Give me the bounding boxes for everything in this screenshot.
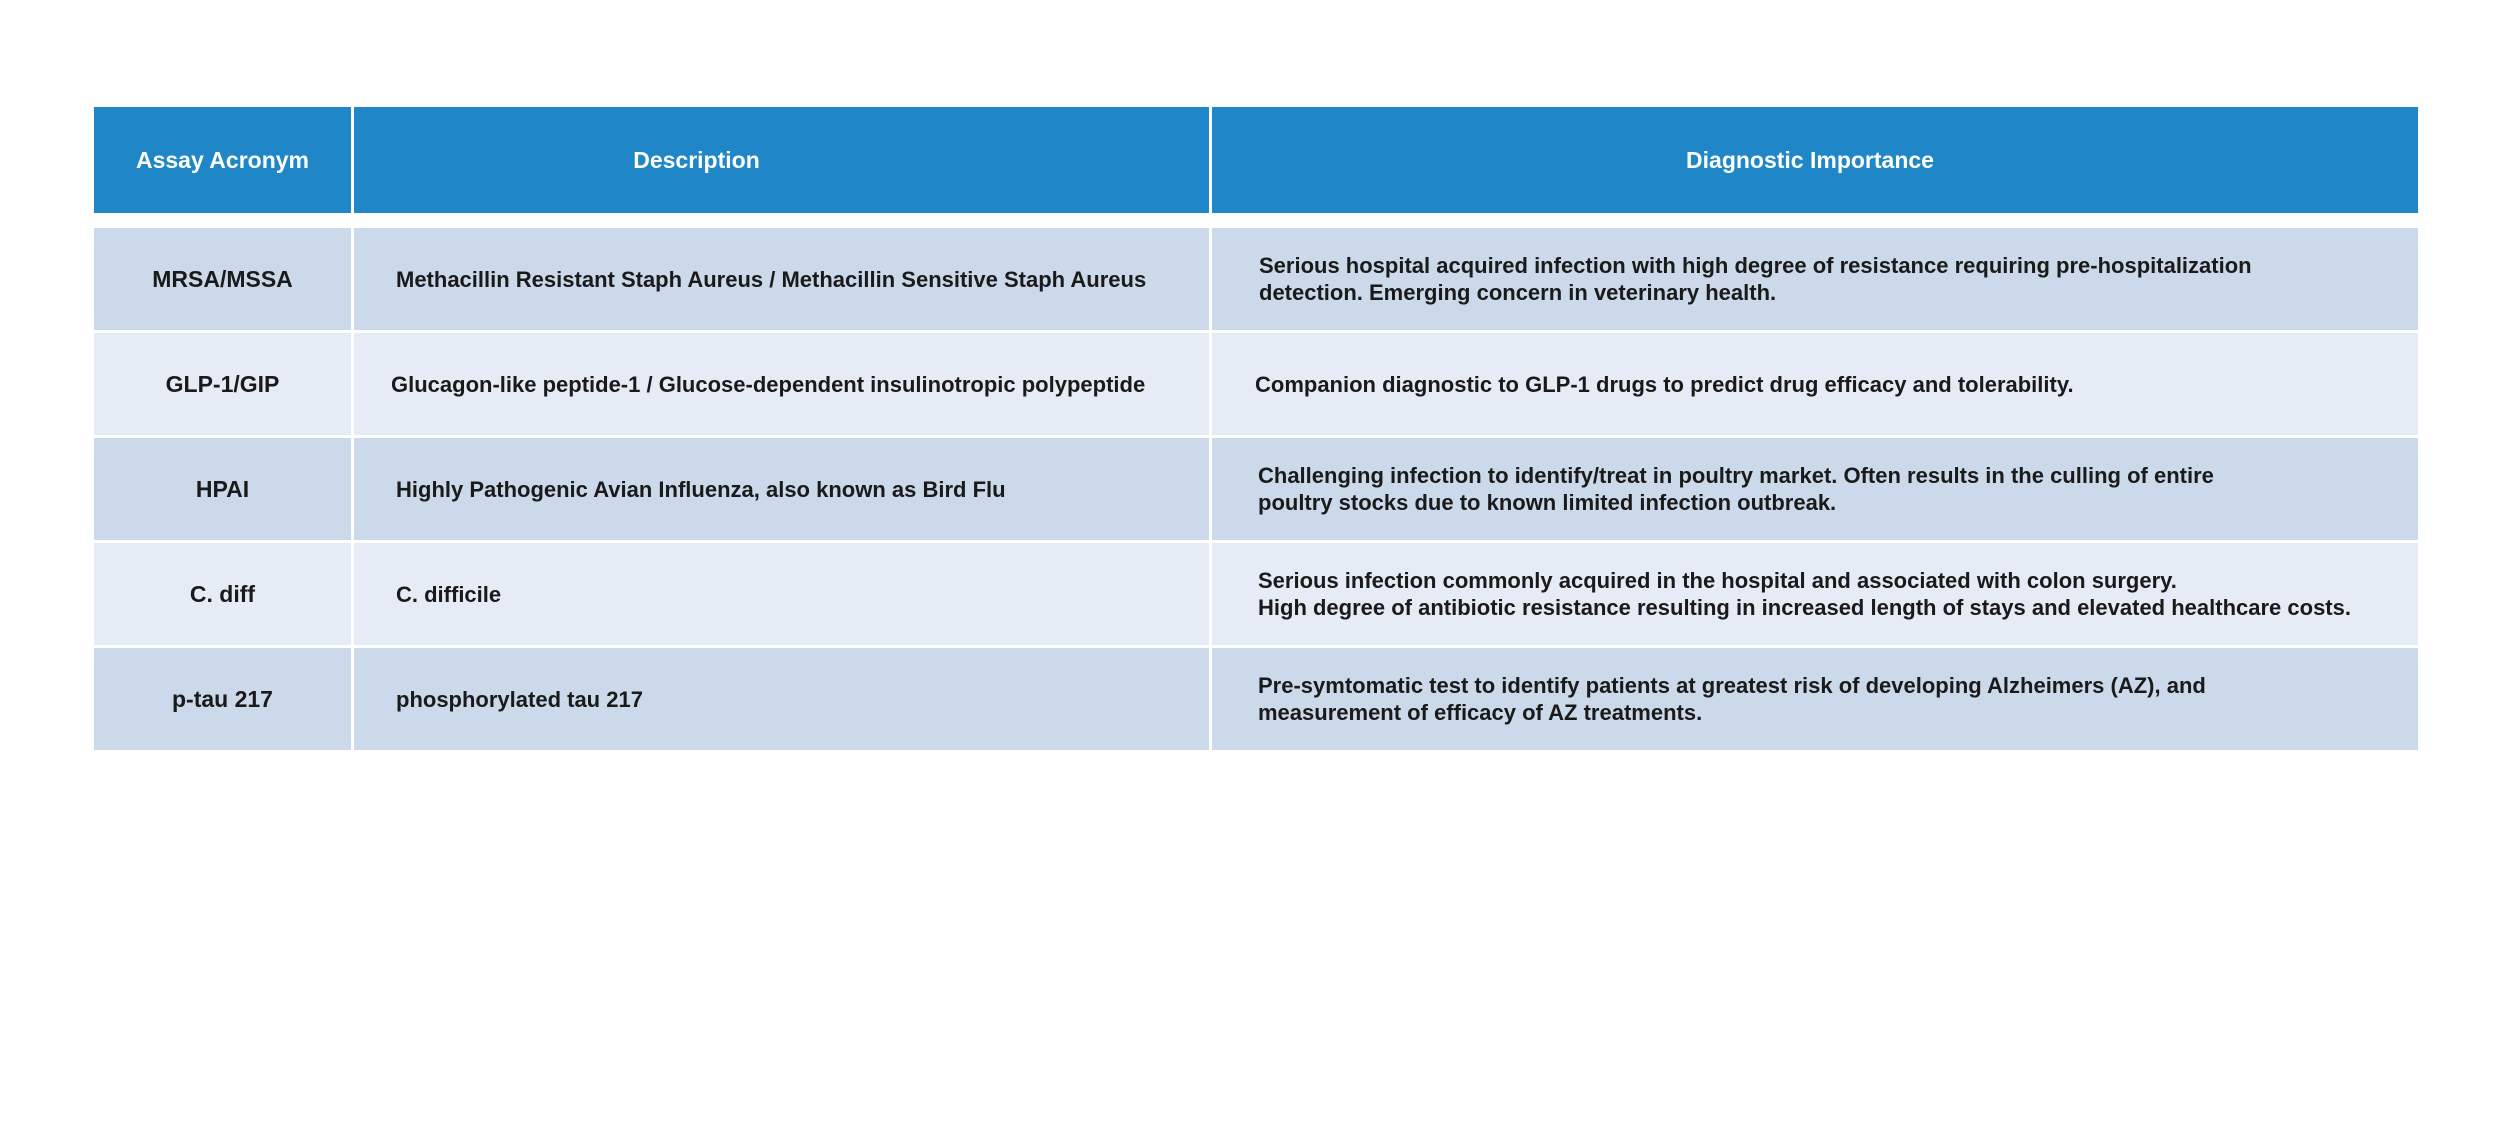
description-text: C. difficile bbox=[396, 581, 502, 607]
importance-line: Serious infection commonly acquired in the hospital and associated with colon surgery. bbox=[1258, 568, 2177, 593]
table-header-row bbox=[94, 107, 2418, 213]
assay-acronym-cell bbox=[94, 438, 351, 540]
importance-line: measurement of efficacy of AZ treatments. bbox=[1258, 700, 1703, 725]
assay-table bbox=[94, 107, 2418, 753]
assay-acronym: p-tau 217 bbox=[172, 685, 273, 712]
table-row bbox=[94, 543, 2418, 645]
importance-cell bbox=[1212, 438, 2418, 540]
assay-acronym: GLP-1/GIP bbox=[165, 370, 280, 397]
description-text: Highly Pathogenic Avian Influenza, also known as Bird Flu bbox=[396, 476, 1006, 502]
table-row bbox=[94, 228, 2418, 330]
description-text: Glucagon-like peptide-1 / Glucose-dependent insulinotropic polypeptide bbox=[391, 371, 1146, 397]
assay-acronym-cell bbox=[94, 543, 351, 645]
description-text: phosphorylated tau 217 bbox=[396, 686, 643, 712]
description-cell bbox=[354, 543, 1209, 645]
importance-cell bbox=[1212, 228, 2418, 330]
importance-line: poultry stocks due to known limited infection outbreak. bbox=[1258, 490, 1837, 515]
table-row bbox=[94, 648, 2418, 750]
description-cell bbox=[354, 438, 1209, 540]
importance-line: Challenging infection to identify/treat in poultry market. Often results in the culling of entire bbox=[1258, 463, 2214, 488]
importance-cell bbox=[1212, 543, 2418, 645]
header-diagnostic-importance: Diagnostic Importance bbox=[1212, 107, 2418, 213]
description-cell bbox=[354, 333, 1209, 435]
description-text: Methacillin Resistant Staph Aureus / Methacillin Sensitive Staph Aureus bbox=[396, 266, 1147, 292]
table-row bbox=[94, 333, 2418, 435]
assay-acronym: MRSA/MSSA bbox=[152, 265, 293, 292]
assay-acronym-cell bbox=[94, 228, 351, 330]
table-row bbox=[94, 438, 2418, 540]
assay-acronym-cell bbox=[94, 333, 351, 435]
importance-line: Serious hospital acquired infection with high degree of resistance requiring pre-hospitalization bbox=[1259, 253, 2252, 278]
importance-line: Pre-symtomatic test to identify patients at greatest risk of developing Alzheimers (AZ), and bbox=[1258, 673, 2206, 698]
importance-cell bbox=[1212, 648, 2418, 750]
importance-cell bbox=[1212, 333, 2418, 435]
assay-acronym-cell bbox=[94, 648, 351, 750]
assay-acronym: C. diff bbox=[189, 580, 256, 607]
importance-line: detection. Emerging concern in veterinary health. bbox=[1259, 280, 1777, 305]
assay-acronym: HPAI bbox=[195, 475, 250, 502]
header-assay-acronym: Assay Acronym bbox=[94, 107, 351, 213]
header-description: Description bbox=[354, 107, 1209, 213]
description-cell bbox=[354, 228, 1209, 330]
importance-line: Companion diagnostic to GLP-1 drugs to predict drug efficacy and tolerability. bbox=[1255, 371, 2074, 397]
description-cell bbox=[354, 648, 1209, 750]
importance-line: High degree of antibiotic resistance resulting in increased length of stays and elevated healthcare costs. bbox=[1258, 595, 2351, 620]
